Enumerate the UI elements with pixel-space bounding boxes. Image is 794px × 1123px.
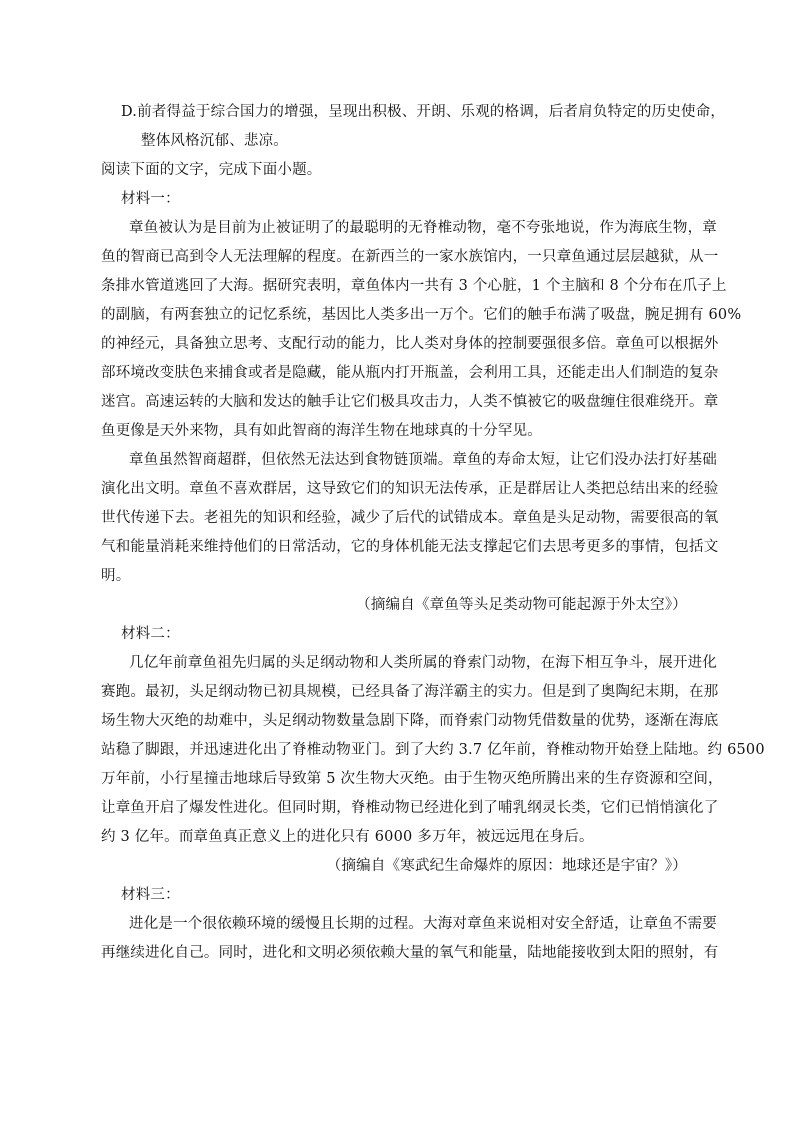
document-body: [101, 98, 765, 968]
material-1-p1-line: 鱼更像是天外来物，具有如此智商的海洋生物在地球真的十分罕见。: [101, 423, 542, 439]
material-1-source: （摘编自《章鱼等头足类动物可能起源于外太空》）: [356, 597, 687, 613]
material-1-label: 材料一：: [121, 191, 180, 207]
material-2-label: 材料二：: [121, 626, 180, 642]
material-1-p1-line: 条排水管道逃回了大海。据研究表明，章鱼体内一共有 3 个心脏，1 个主脑和 8 个分布在爪子上: [101, 278, 727, 294]
material-2-p1-line: 场生物大灭绝的劫难中，头足纲动物数量急剧下降，而脊索门动物凭借数量的优势，逐渐在海底: [101, 713, 719, 729]
material-1-p1-line: 迷宫。高速运转的大脑和发达的触手让它们极具攻击力，人类不慎被它的吸盘缠住很难绕开。章: [101, 394, 719, 410]
material-1-p2-line: 气和能量消耗来维持他们的日常活动，它的身体机能无法支撑起它们去思考更多的事情，包括文: [101, 539, 719, 555]
material-1-p2-line: 明。: [101, 568, 131, 584]
option-d-line-1: D.前者得益于综合国力的增强，呈现出积极、开朗、乐观的格调，后者肩负特定的历史使命，: [121, 104, 726, 120]
material-1-p1-line: 的神经元，具备独立思考、支配行动的能力，比人类对身体的控制要强很多倍。章鱼可以根据外: [101, 336, 719, 352]
material-3-label: 材料三：: [121, 887, 180, 903]
instruction-text: 阅读下面的文字，完成下面小题。: [101, 162, 322, 178]
material-2-p1-line: 万年前，小行星撞击地球后导致第 5 次生物大灭绝。由于生物灭绝所腾出来的生存资源和空间，: [101, 771, 723, 787]
option-d-line-2: 整体风格沉郁、悲凉。: [141, 133, 288, 149]
material-2-source: （摘编自《寒武纪生命爆炸的原因：地球还是宇宙？》）: [326, 858, 687, 874]
material-1-p1-line: 的副脑，有两套独立的记忆系统，基因比人类多出一万个。它们的触手布满了吸盘，腕足拥有 60%: [101, 307, 742, 323]
material-1-p1-line: 部环境改变肤色来捕食或者是隐藏，能从瓶内打开瓶盖，会利用工具，还能走出人们制造的复杂: [101, 365, 719, 381]
material-3-p1-line: 再继续进化自己。同时，进化和文明必须依赖大量的氧气和能量，陆地能接收到太阳的照射，有: [101, 945, 719, 961]
material-2-p1-line: 让章鱼开启了爆发性进化。但同时期，脊椎动物已经进化到了哺乳纲灵长类，它们已悄悄演化了: [101, 800, 719, 816]
material-1-p2-line: 章鱼虽然智商超群，但依然无法达到食物链顶端。章鱼的寿命太短，让它们没办法打好基础: [129, 452, 717, 468]
material-1-p2-line: 演化出文明。章鱼不喜欢群居，这导致它们的知识无法传承，正是群居让人类把总结出来的经验: [101, 481, 719, 497]
material-1-p2-line: 世代传递下去。老祖先的知识和经验，减少了后代的试错成本。章鱼是头足动物，需要很高的氧: [101, 510, 719, 526]
material-1-p1-line: 鱼的智商已高到令人无法理解的程度。在新西兰的一家水族馆内，一只章鱼通过层层越狱，从一: [101, 249, 719, 265]
material-2-p1-line: 几亿年前章鱼祖先归属的头足纲动物和人类所属的脊索门动物，在海下相互争斗，展开进化: [129, 655, 717, 671]
material-1-p1-line: 章鱼被认为是目前为止被证明了的最聪明的无脊椎动物，毫不夸张地说，作为海底生物，章: [129, 220, 717, 236]
material-3-p1-line: 进化是一个很依赖环境的缓慢且长期的过程。大海对章鱼来说相对安全舒适，让章鱼不需要: [129, 916, 717, 932]
material-2-p1-line: 约 3 亿年。而章鱼真正意义上的进化只有 6000 多万年，被远远甩在身后。: [101, 829, 594, 845]
material-2-p1-line: 赛跑。最初，头足纲动物已初具规模，已经具备了海洋霸主的实力。但是到了奥陶纪末期，在那: [101, 684, 719, 700]
material-2-p1-line: 站稳了脚跟，并迅速进化出了脊椎动物亚门。到了大约 3.7 亿年前，脊椎动物开始登上陆地。约 6500: [101, 742, 765, 758]
